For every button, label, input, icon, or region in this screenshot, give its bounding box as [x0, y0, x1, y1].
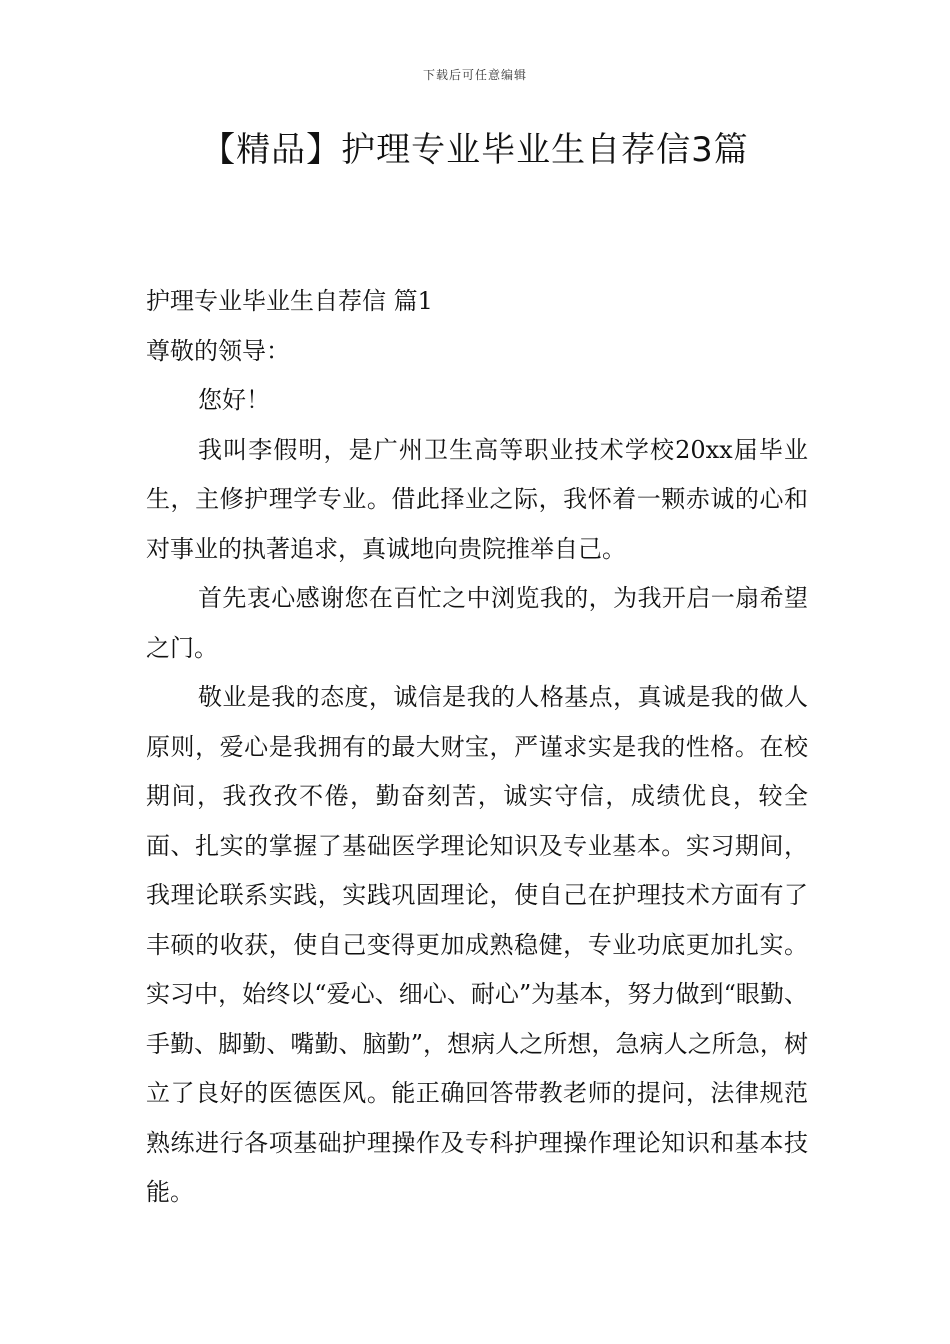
- section-heading: 护理专业毕业生自荐信 篇1: [146, 287, 433, 315]
- paragraph: 首先衷心感谢您在百忙之中浏览我的，为我开启一扇希望之门。: [146, 584, 808, 662]
- header-note: 下载后可任意编辑: [422, 68, 527, 82]
- document-body: [146, 277, 808, 1218]
- salutation: 尊敬的领导：: [146, 336, 290, 365]
- paragraph: 敬业是我的态度，诚信是我的人格基点，真诚是我的做人原则，爱心是我拥有的最大财宝，严谨求实是我的性格。在校期间，我孜孜不倦，勤奋刻苦，诚实守信，成绩优良，较全面、扎实的掌握了基础医学理论知识及专业基本。实习期间，我理论联系实践，实践巩固理论，使自己在护理技术方面有了丰硕的收获，使自己变得更加成熟稳健，专业功底更加扎实。实习中，始终以“爱心、细心、耐心”为基本，努力做到“眼勤、手勤、脚勤、嘴勤、脑勤”，想病人之所想，急病人之所急，树立了良好的医德医风。能正确回答带教老师的提问，法律规范熟练进行各项基础护理操作及专科护理操作理论知识和基本技能。: [146, 683, 808, 1206]
- document-title: 【精品】护理专业毕业生自荐信3篇: [201, 130, 749, 170]
- paragraph: 我叫李假明，是广州卫生高等职业技术学校20xx届毕业生，主修护理学专业。借此择业之际，我怀着一颗赤诚的心和对事业的执著追求，真诚地向贵院推举自己。: [146, 435, 808, 563]
- greeting: 您好！: [198, 386, 270, 414]
